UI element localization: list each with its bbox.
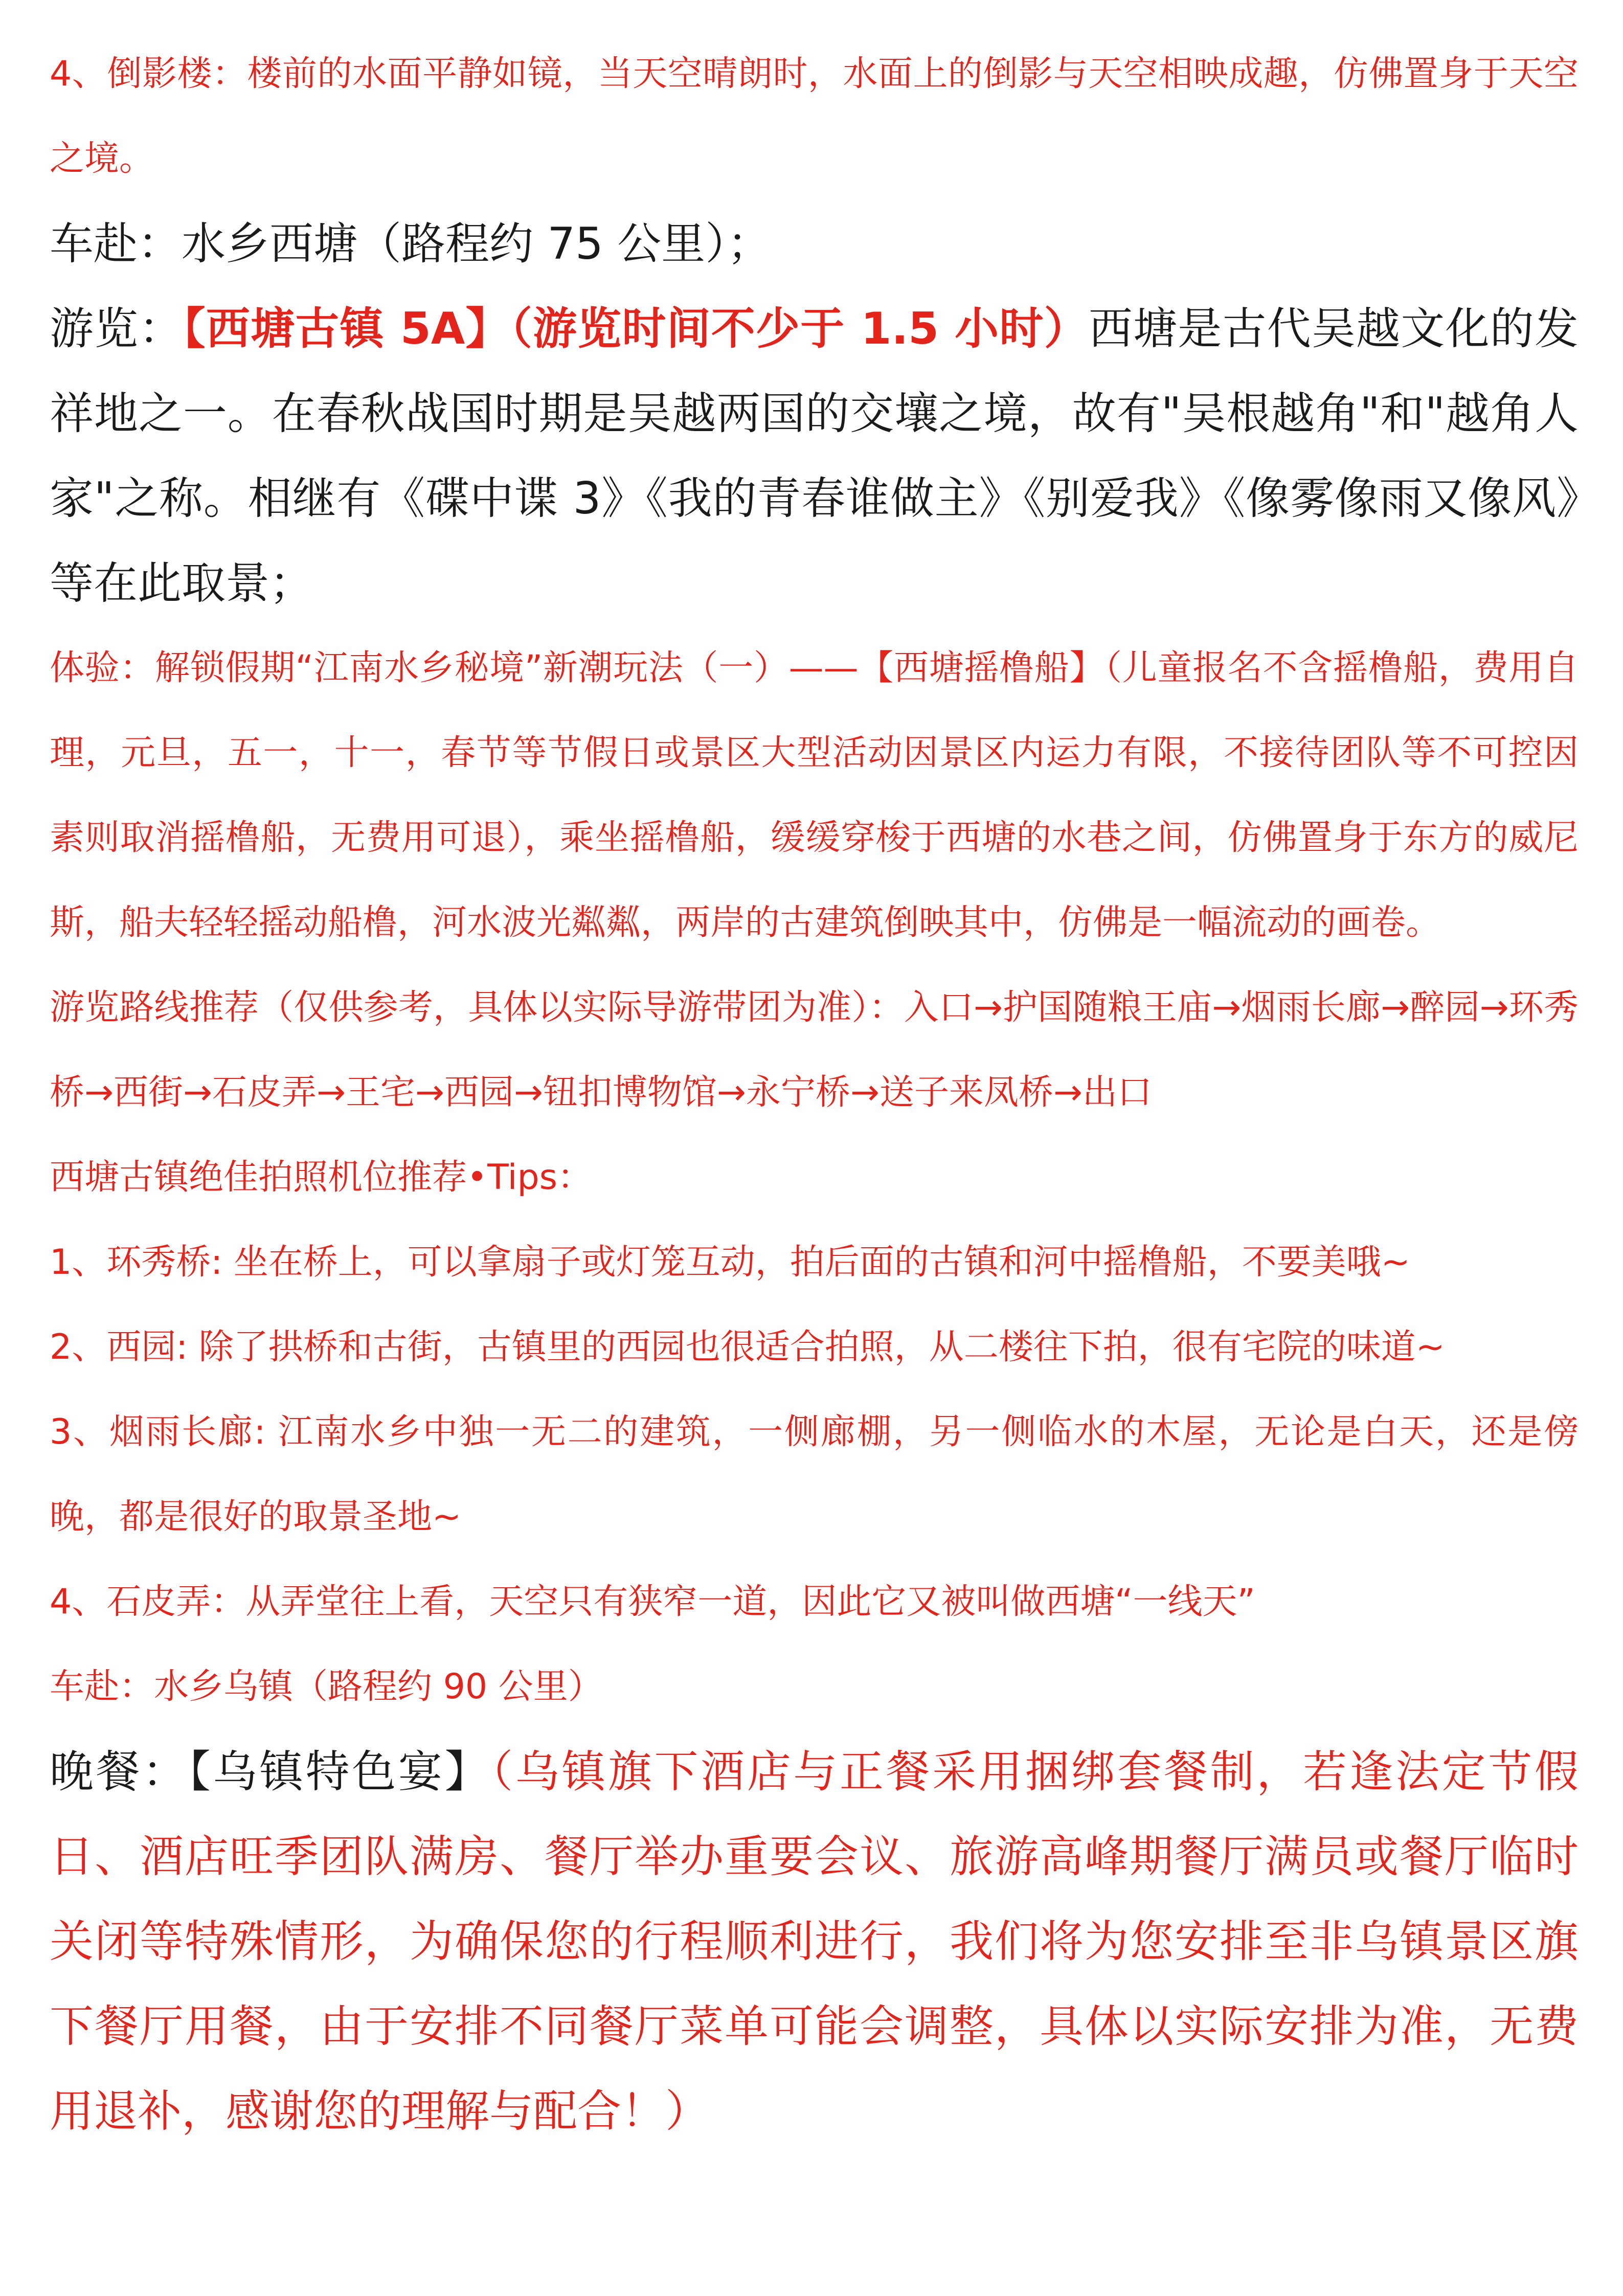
dinner-note: （乌镇旗下酒店与正餐采用捆绑套餐制，若逢法定节假日、酒店旺季团队满房、餐厅举办重要会议、旅游高峰期餐厅满员或餐厅临时关闭等特殊情形，为确保您的行程顺利进行，我们将为您安排至非乌镇景区旗下餐厅用餐，由于安排不同餐厅菜单可能会调整，具体以实际安排为准，无费用退补，感谢您的理解与配合！） xyxy=(50,1746,1579,2137)
paragraph-transfer-wuzhen: 车赴：水乡乌镇（路程约 90 公里） xyxy=(50,1667,603,1707)
paragraph-tip-huanxiu-bridge: 1、环秀桥: 坐在桥上，可以拿扇子或灯笼互动，拍后面的古镇和河中摇橹船，不要美哦~ xyxy=(50,1242,1410,1282)
dinner-prefix: 晚餐：【乌镇特色宴】 xyxy=(50,1746,491,1797)
paragraph-photo-tips-heading: 西塘古镇绝佳拍照机位推荐•Tips： xyxy=(50,1157,593,1198)
xitang-description: 西塘是古代吴越文化的发祥地之一。在春秋战国时期是吴越两国的交壤之境，故有"吴根越角"和"越角人家"之称。相继有《碟中谍 3》《我的青春谁做主》《别爱我》《像雾像雨又像风》等在此取景； xyxy=(50,303,1579,609)
paragraph-dinner xyxy=(50,1729,1579,2154)
paragraph-route-recommendation: 游览路线推荐（仅供参考，具体以实际导游带团为准）：入口→护国随粮王庙→烟雨长廊→醉园→环秀桥→西街→石皮弄→王宅→西园→钮扣博物馆→永宁桥→送子来凤桥→出口 xyxy=(50,987,1579,1113)
paragraph-experience-boat: 体验：解锁假期“江南水乡秘境”新潮玩法（一）——【西塘摇橹船】（儿童报名不含摇橹船，费用自理，元旦，五一，十一，春节等节假日或景区大型活动因景区内运力有限，不接待团队等不可控因素则取消摇橹船，无费用可退），乘坐摇橹船，缓缓穿梭于西塘的水巷之间，仿佛置身于东方的威尼斯，船夫轻轻摇动船橹，河水波光粼粼，两岸的古建筑倒映其中，仿佛是一幅流动的画卷。 xyxy=(50,648,1579,943)
paragraph-tip-yanyu-corridor: 3、烟雨长廊: 江南水乡中独一无二的建筑，一侧廊棚，另一侧临水的木屋，无论是白天，还是傍晚，都是很好的取景圣地~ xyxy=(50,1412,1579,1537)
paragraph-daoying-building: 4、倒影楼：楼前的水面平静如镜，当天空晴朗时，水面上的倒影与天空相映成趣，仿佛置身于天空之境。 xyxy=(50,54,1579,179)
paragraph-tour-xitang xyxy=(50,286,1579,626)
paragraph-transfer-xitang: 车赴：水乡西塘（路程约 75 公里）； xyxy=(50,218,772,269)
tour-prefix: 游览： xyxy=(50,303,184,354)
document-page xyxy=(50,0,1579,2154)
xitang-highlight: 【西塘古镇 5A】（游览时间不少于 1.5 小时） xyxy=(183,303,1089,354)
paragraph-tip-shipi-lane: 4、石皮弄：从弄堂往上看，天空只有狭窄一道，因此它又被叫做西塘“一线天” xyxy=(50,1582,1255,1622)
paragraph-tip-west-garden: 2、西园: 除了拱桥和古街，古镇里的西园也很适合拍照，从二楼往下拍，很有宅院的味道~ xyxy=(50,1327,1445,1367)
